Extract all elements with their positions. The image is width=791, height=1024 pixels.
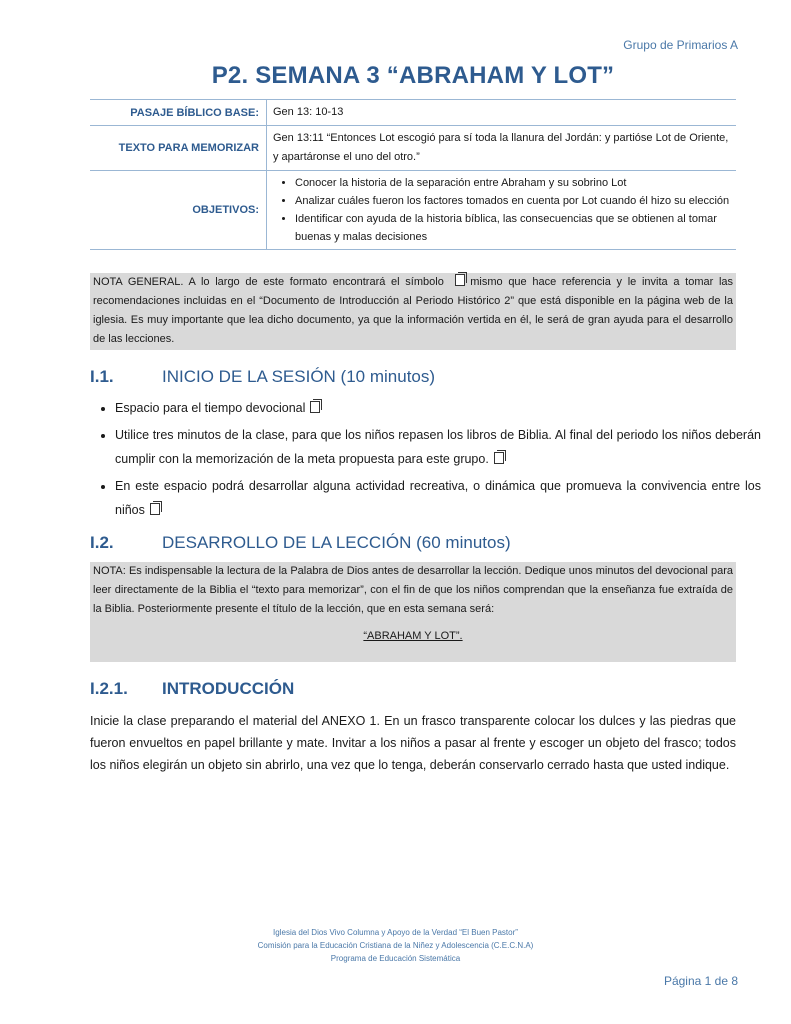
general-note-part2: mismo que hace referencia y le invita a tomar las recomendaciones incluidas en el “Documento de Introducción al Periodo Histórico 2” que está disponible en la página web de la iglesia. Es muy importante que lea dicho documento, ya que la información vertida en él, le será de gran ayuda para el desarrollo de las lecciones. (93, 276, 734, 345)
section-number: I.1. (90, 367, 114, 386)
pasaje-row (90, 100, 736, 126)
section-title: DESARROLLO DE LA LECCIÓN (60 minutos) (162, 533, 511, 552)
section-title: INICIO DE LA SESIÓN (10 minutos) (162, 367, 436, 386)
page-title: P2. SEMANA 3 “ABRAHAM Y LOT” (211, 62, 615, 89)
objetivos-list (273, 174, 730, 246)
lesson-title: “ABRAHAM Y LOT”. (363, 630, 463, 642)
document-copy-icon (455, 274, 465, 286)
objetivos-label: OBJETIVOS: (90, 171, 267, 250)
objetivo-item: • Analizar cuáles fueron los factores tomados en cuenta por Lot cuando él hizo su elección (295, 192, 730, 210)
texto-value: Gen 13:11 “Entonces Lot escogió para sí toda la llanura del Jordán: y partióse Lot de Oriente, y apartáronse el uno del otro.” (267, 126, 737, 171)
pasaje-label: PASAJE BÍBLICO BASE: (90, 100, 267, 126)
footer-line: Comisión para la Educación Cristiana de la Niñez y Adolescencia (C.E.C.N.A) (257, 941, 534, 950)
objetivo-item: • Conocer la historia de la separación entre Abraham y su sobrino Lot (295, 174, 730, 192)
footer-line: Programa de Educación Sistemática (330, 954, 461, 963)
objetivo-item: • Identificar con ayuda de la historia bíblica, las consecuencias que se obtienen al tomar buenas y malas decisiones (295, 210, 730, 246)
desarrollo-note (90, 562, 736, 662)
document-copy-icon (310, 401, 320, 413)
pasaje-value: Gen 13: 10-13 (267, 100, 737, 126)
lesson-info-table (90, 99, 736, 250)
page-number: Página 1 de 8 (663, 974, 738, 988)
list-item: • Utilice tres minutos de la clase, para que los niños repasen los libros de Biblia. Al final del periodo los niños deberán cumplir con la memorización de la meta propuesta para este grupo. (115, 423, 761, 471)
section-number: I.2.1. (90, 679, 128, 698)
section-number: I.2. (90, 533, 114, 552)
group-header: Grupo de Primarios A (623, 38, 738, 52)
document-copy-icon (494, 452, 504, 464)
desarrollo-note-text: NOTA: Es indispensable la lectura de la Palabra de Dios antes de desarrollar la lección. Dedique unos minutos del devocional para leer directamente de la Biblia el “texto para memorizar”, con el fin de que los niños comprendan que la enseñanza fue extraída de la Biblia. Posteriormente presente el título de la lección, que en esta semana será: (93, 565, 733, 615)
general-note-part1: NOTA GENERAL. A lo largo de este formato encontrará el símbolo (93, 276, 444, 288)
document-copy-icon (150, 503, 160, 515)
footer-line: Iglesia del Dios Vivo Columna y Apoyo de la Verdad “El Buen Pastor” (273, 928, 518, 937)
list-item: • En este espacio podrá desarrollar alguna actividad recreativa, o dinámica que promueva la convivencia entre los niños (115, 474, 761, 522)
section-title: INTRODUCCIÓN (162, 679, 295, 698)
inicio-list (90, 396, 761, 525)
section-heading-inicio (90, 367, 435, 387)
objetivos-row (90, 171, 736, 250)
list-item: • Espacio para el tiempo devocional (115, 396, 761, 420)
section-heading-desarrollo (90, 533, 511, 553)
introduccion-paragraph: Inicie la clase preparando el material del ANEXO 1. En un frasco transparente colocar los dulces y las piedras que fueron envueltos en papel brillante y mate. Invitar a los niños a pasar al frente y escoger un objeto del frasco; todos los niños elegirán un objeto sin abrirlo, una vez que lo tenga, deberán conservarlo cerrado hasta que usted indique. (90, 714, 736, 772)
general-note (90, 273, 736, 350)
texto-row (90, 126, 736, 171)
section-heading-introduccion (90, 679, 294, 699)
texto-label: TEXTO PARA MEMORIZAR (90, 126, 267, 171)
footer (0, 926, 791, 965)
